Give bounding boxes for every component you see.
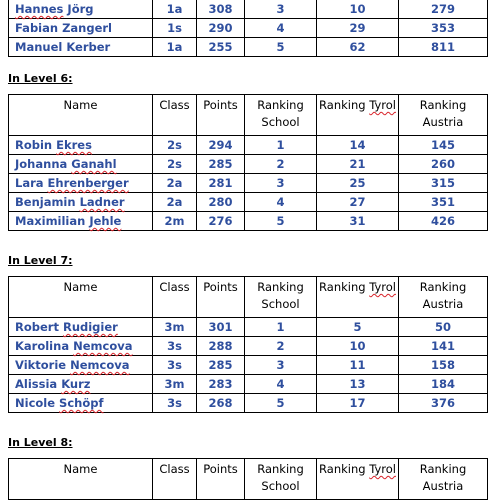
cell-ranking-school: 5: [245, 38, 317, 57]
level-8-table: [8, 458, 488, 500]
cell-class: 3m: [153, 318, 197, 337]
cell-ranking-tyrol: 10: [317, 337, 399, 356]
level-7-title: In Level 7:: [8, 254, 73, 267]
cell-class: 3s: [153, 337, 197, 356]
cell-class: 2s: [153, 136, 197, 155]
cell-ranking-austria: 50: [399, 318, 488, 337]
cell-ranking-school: 3: [245, 356, 317, 375]
cell-name: Fabian Zangerl: [9, 19, 153, 38]
level-6-title: In Level 6:: [8, 72, 73, 85]
table-row: [9, 136, 488, 155]
cell-name: Maximilian Jehle: [9, 212, 153, 231]
level-6-table: [8, 94, 488, 231]
cell-points: 290: [197, 19, 245, 38]
cell-ranking-tyrol: 29: [317, 19, 399, 38]
header-points: Points: [197, 95, 245, 136]
cell-points: 280: [197, 193, 245, 212]
cell-points: 268: [197, 394, 245, 413]
header-ranking-school: Ranking School: [245, 95, 317, 136]
cell-ranking-school: 5: [245, 394, 317, 413]
cell-ranking-tyrol: 10: [317, 0, 399, 19]
cell-ranking-school: 1: [245, 136, 317, 155]
cell-name: Manuel Kerber: [9, 38, 153, 57]
cell-class: 3m: [153, 375, 197, 394]
cell-name: Viktorie Nemcova: [9, 356, 153, 375]
cell-name: Benjamin Ladner: [9, 193, 153, 212]
cell-ranking-austria: 426: [399, 212, 488, 231]
table-row: [9, 174, 488, 193]
table-row: [9, 0, 488, 19]
cell-ranking-tyrol: 13: [317, 375, 399, 394]
cell-ranking-austria: 279: [399, 0, 488, 19]
cell-class: 3s: [153, 356, 197, 375]
table-row: [9, 155, 488, 174]
header-ranking-austria: Ranking Austria: [399, 95, 488, 136]
header-points: Points: [197, 277, 245, 318]
table-row: [9, 375, 488, 394]
cell-class: 2a: [153, 193, 197, 212]
level-5-table: [8, 0, 488, 57]
cell-class: 2a: [153, 174, 197, 193]
cell-points: 308: [197, 0, 245, 19]
cell-name: Robin Ekres: [9, 136, 153, 155]
cell-ranking-austria: 145: [399, 136, 488, 155]
cell-ranking-school: 4: [245, 19, 317, 38]
level-8-title: In Level 8:: [8, 436, 73, 449]
cell-points: 285: [197, 155, 245, 174]
table-row: [9, 212, 488, 231]
cell-class: 2s: [153, 155, 197, 174]
cell-points: 285: [197, 356, 245, 375]
cell-ranking-austria: 260: [399, 155, 488, 174]
table-row: [9, 19, 488, 38]
cell-ranking-austria: 184: [399, 375, 488, 394]
cell-points: 281: [197, 174, 245, 193]
header-ranking-school: Ranking School: [245, 459, 317, 500]
cell-ranking-tyrol: 25: [317, 174, 399, 193]
cell-points: 255: [197, 38, 245, 57]
cell-points: 301: [197, 318, 245, 337]
cell-ranking-austria: 353: [399, 19, 488, 38]
cell-ranking-tyrol: 21: [317, 155, 399, 174]
cell-ranking-tyrol: 14: [317, 136, 399, 155]
cell-points: 294: [197, 136, 245, 155]
level-7-table: [8, 276, 488, 413]
table-row: [9, 318, 488, 337]
table-row: [9, 394, 488, 413]
cell-ranking-school: 3: [245, 174, 317, 193]
cell-ranking-school: 3: [245, 0, 317, 19]
header-class: Class: [153, 277, 197, 318]
cell-ranking-austria: 158: [399, 356, 488, 375]
cell-class: 1a: [153, 38, 197, 57]
cell-ranking-tyrol: 17: [317, 394, 399, 413]
cell-ranking-school: 5: [245, 212, 317, 231]
cell-points: 276: [197, 212, 245, 231]
cell-ranking-tyrol: 27: [317, 193, 399, 212]
table-row: [9, 356, 488, 375]
cell-name: Alissia Kurz: [9, 375, 153, 394]
cell-ranking-austria: 376: [399, 394, 488, 413]
cell-class: 1s: [153, 19, 197, 38]
header-ranking-school: Ranking School: [245, 277, 317, 318]
cell-ranking-tyrol: 5: [317, 318, 399, 337]
table-row: [9, 337, 488, 356]
cell-name: Lara Ehrenberger: [9, 174, 153, 193]
header-ranking-austria: Ranking Austria: [399, 459, 488, 500]
cell-ranking-school: 2: [245, 337, 317, 356]
cell-ranking-tyrol: 31: [317, 212, 399, 231]
cell-ranking-tyrol: 11: [317, 356, 399, 375]
header-ranking-austria: Ranking Austria: [399, 277, 488, 318]
header-name: Name: [9, 277, 153, 318]
cell-name: Karolina Nemcova: [9, 337, 153, 356]
table-row: [9, 38, 488, 57]
cell-class: 2m: [153, 212, 197, 231]
header-points: Points: [197, 459, 245, 500]
header-ranking-tyrol: Ranking Tyrol: [317, 277, 399, 318]
header-ranking-tyrol: Ranking Tyrol: [317, 95, 399, 136]
header-name: Name: [9, 459, 153, 500]
table-row: [9, 193, 488, 212]
cell-ranking-austria: 315: [399, 174, 488, 193]
header-name: Name: [9, 95, 153, 136]
header-class: Class: [153, 95, 197, 136]
cell-name: Robert Rudigier: [9, 318, 153, 337]
cell-ranking-school: 2: [245, 155, 317, 174]
header-class: Class: [153, 459, 197, 500]
cell-ranking-school: 1: [245, 318, 317, 337]
cell-points: 283: [197, 375, 245, 394]
cell-ranking-school: 4: [245, 375, 317, 394]
cell-ranking-tyrol: 62: [317, 38, 399, 57]
cell-points: 288: [197, 337, 245, 356]
cell-name: Nicole Schöpf: [9, 394, 153, 413]
cell-name: Hannes Jörg: [9, 0, 153, 19]
cell-class: 1a: [153, 0, 197, 19]
header-ranking-tyrol: Ranking Tyrol: [317, 459, 399, 500]
cell-ranking-austria: 811: [399, 38, 488, 57]
cell-ranking-austria: 351: [399, 193, 488, 212]
cell-class: 3s: [153, 394, 197, 413]
cell-name: Johanna Ganahl: [9, 155, 153, 174]
cell-ranking-school: 4: [245, 193, 317, 212]
cell-ranking-austria: 141: [399, 337, 488, 356]
